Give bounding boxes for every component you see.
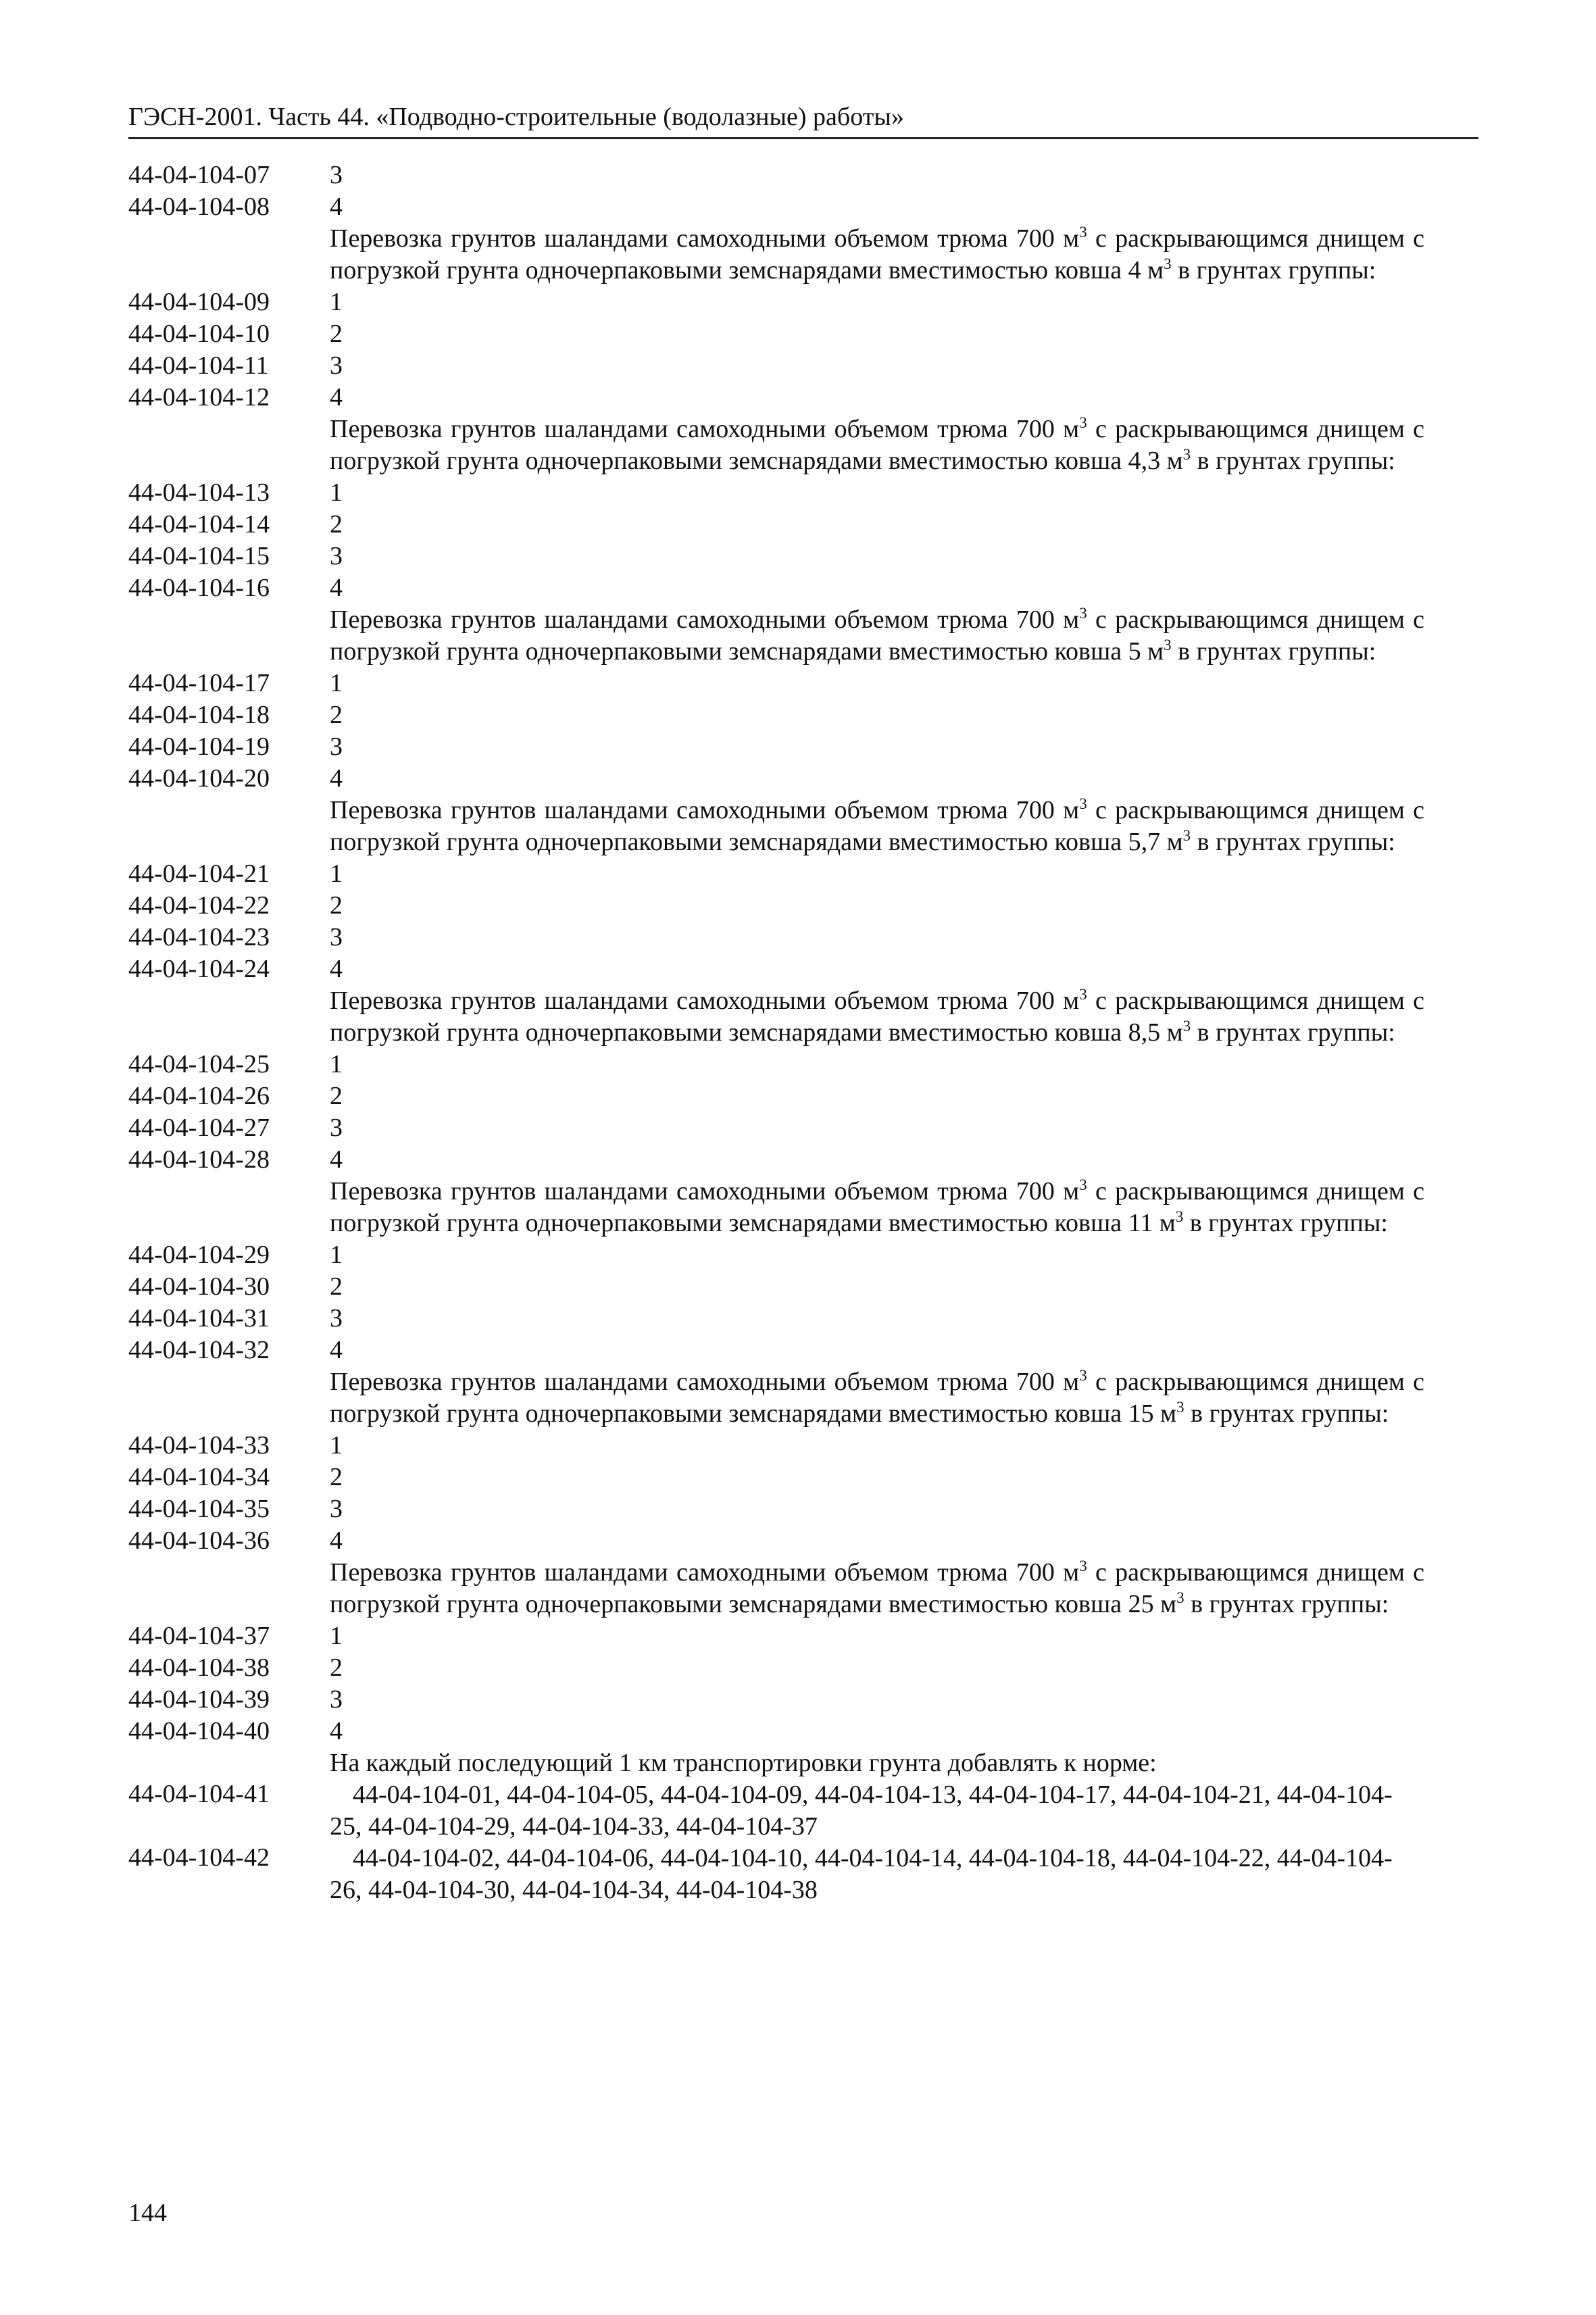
soil-group: 2 bbox=[330, 1272, 343, 1301]
code-row bbox=[128, 1239, 1480, 1271]
norm-code: 44-04-104-09 bbox=[128, 288, 270, 316]
code-row bbox=[128, 1144, 1480, 1176]
superscript: 3 bbox=[1079, 224, 1087, 241]
soil-group: 1 bbox=[330, 288, 343, 316]
superscript: 3 bbox=[1079, 414, 1087, 431]
code-row bbox=[128, 1080, 1480, 1112]
soil-group: 1 bbox=[330, 1622, 343, 1650]
superscript: 3 bbox=[1079, 1558, 1087, 1574]
soil-group: 3 bbox=[330, 1685, 343, 1714]
additional-intro: На каждый последующий 1 км транспортировки грунта добавлять к норме: bbox=[330, 1749, 1157, 1777]
soil-group: 2 bbox=[330, 320, 343, 348]
soil-group: 2 bbox=[330, 1653, 343, 1682]
code-row bbox=[128, 350, 1480, 382]
superscript: 3 bbox=[1079, 1176, 1087, 1193]
header-rule bbox=[128, 137, 1478, 139]
code-row bbox=[128, 890, 1480, 922]
norm-code: 44-04-104-27 bbox=[128, 1114, 270, 1142]
norm-code: 44-04-104-24 bbox=[128, 955, 270, 983]
code-row bbox=[128, 858, 1480, 890]
code-row bbox=[128, 477, 1480, 509]
code-row bbox=[128, 382, 1480, 414]
norm-code: 44-04-104-13 bbox=[128, 478, 270, 507]
section-description: Перевозка грунтов шаландами самоходными объемом трюма 700 $м^3$ с раскрывающимся днищем с погрузкой грунта одночерпаковыми земснарядами вместимостью ковша 4,3 $м^3$ в грунтах группы: bbox=[330, 414, 1424, 475]
superscript: 3 bbox=[1182, 827, 1191, 844]
soil-group: 1 bbox=[330, 669, 343, 697]
soil-group: 3 bbox=[330, 1495, 343, 1523]
soil-group: 2 bbox=[330, 510, 343, 539]
section-description: Перевозка грунтов шаландами самоходными объемом трюма 700 $м^3$ с раскрывающимся днищем с погрузкой грунта одночерпаковыми земснарядами вместимостью ковша 4 $м^3$ в грунтах группы: bbox=[330, 224, 1424, 284]
referenced-norms: 44-04-104-02, 44-04-104-06, 44-04-104-10, 44-04-104-14, 44-04-104-18, 44-04-104-22, 44-04-104-26, 44-04-104-30, 44-04-104-34, 44-04-104-38 bbox=[330, 1844, 1393, 1904]
superscript: 3 bbox=[1182, 446, 1191, 463]
code-row bbox=[128, 1271, 1480, 1303]
soil-group: 4 bbox=[330, 383, 343, 412]
norm-code: 44-04-104-39 bbox=[128, 1685, 270, 1714]
norm-code: 44-04-104-34 bbox=[128, 1463, 270, 1491]
norm-code: 44-04-104-11 bbox=[128, 351, 269, 380]
additional-row bbox=[128, 1843, 1480, 1906]
norm-code: 44-04-104-14 bbox=[128, 510, 270, 539]
norm-code: 44-04-104-40 bbox=[128, 1717, 270, 1745]
code-row bbox=[128, 1335, 1480, 1366]
soil-group: 4 bbox=[330, 764, 343, 793]
section-description: Перевозка грунтов шаландами самоходными объемом трюма 700 $м^3$ с раскрывающимся днищем с погрузкой грунта одночерпаковыми земснарядами вместимостью ковша 25 $м^3$ в грунтах группы: bbox=[330, 1558, 1424, 1618]
code-row bbox=[128, 159, 1480, 191]
soil-group: 4 bbox=[330, 1336, 343, 1364]
page-header: ГЭСН-2001. Часть 44. «Подводно-строительные (водолазные) работы» bbox=[128, 103, 904, 131]
norm-code: 44-04-104-21 bbox=[128, 860, 270, 888]
code-row bbox=[128, 191, 1480, 223]
norm-code: 44-04-104-42 bbox=[128, 1843, 270, 1872]
norm-code: 44-04-104-20 bbox=[128, 764, 270, 793]
additional-row bbox=[128, 1779, 1480, 1843]
soil-group: 2 bbox=[330, 1082, 343, 1110]
norm-code: 44-04-104-08 bbox=[128, 193, 270, 221]
code-row bbox=[128, 1620, 1480, 1652]
code-row bbox=[128, 287, 1480, 318]
norm-code: 44-04-104-10 bbox=[128, 320, 270, 348]
soil-group: 4 bbox=[330, 193, 343, 221]
soil-group: 3 bbox=[330, 1114, 343, 1142]
superscript: 3 bbox=[1079, 986, 1087, 1003]
superscript: 3 bbox=[1079, 795, 1087, 812]
code-row bbox=[128, 1112, 1480, 1144]
soil-group: 3 bbox=[330, 542, 343, 570]
soil-group: 4 bbox=[330, 1145, 343, 1174]
norm-code: 44-04-104-33 bbox=[128, 1431, 270, 1460]
code-row bbox=[128, 1430, 1480, 1462]
norm-code: 44-04-104-32 bbox=[128, 1336, 270, 1364]
soil-group: 3 bbox=[330, 351, 343, 380]
superscript: 3 bbox=[1164, 255, 1172, 272]
page-number: 144 bbox=[128, 2199, 167, 2227]
section-description: Перевозка грунтов шаландами самоходными объемом трюма 700 $м^3$ с раскрывающимся днищем с погрузкой грунта одночерпаковыми земснарядами вместимостью ковша 5,7 $м^3$ в грунтах группы: bbox=[330, 795, 1424, 856]
norm-code: 44-04-104-35 bbox=[128, 1495, 270, 1523]
referenced-norms: 44-04-104-01, 44-04-104-05, 44-04-104-09, 44-04-104-13, 44-04-104-17, 44-04-104-21, 44-04-104-25, 44-04-104-29, 44-04-104-33, 44-04-104-37 bbox=[330, 1781, 1393, 1841]
norm-code: 44-04-104-22 bbox=[128, 891, 270, 920]
soil-group: 4 bbox=[330, 574, 343, 602]
soil-group: 2 bbox=[330, 891, 343, 920]
soil-group: 4 bbox=[330, 1717, 343, 1745]
norm-code: 44-04-104-30 bbox=[128, 1272, 270, 1301]
superscript: 3 bbox=[1164, 637, 1172, 653]
norm-code: 44-04-104-23 bbox=[128, 923, 270, 951]
soil-group: 4 bbox=[330, 1526, 343, 1555]
code-row bbox=[128, 541, 1480, 572]
norm-code: 44-04-104-07 bbox=[128, 161, 270, 189]
superscript: 3 bbox=[1079, 605, 1087, 622]
superscript: 3 bbox=[1079, 1367, 1087, 1384]
section-description: Перевозка грунтов шаландами самоходными объемом трюма 700 $м^3$ с раскрывающимся днищем с погрузкой грунта одночерпаковыми земснарядами вместимостью ковша 15 $м^3$ в грунтах группы: bbox=[330, 1367, 1424, 1428]
code-row bbox=[128, 731, 1480, 763]
soil-group: 2 bbox=[330, 1463, 343, 1491]
section-description: Перевозка грунтов шаландами самоходными объемом трюма 700 $м^3$ с раскрывающимся днищем с погрузкой грунта одночерпаковыми земснарядами вместимостью ковша 8,5 $м^3$ в грунтах группы: bbox=[330, 986, 1424, 1047]
code-row bbox=[128, 1716, 1480, 1747]
code-row bbox=[128, 699, 1480, 731]
norm-code: 44-04-104-18 bbox=[128, 701, 270, 729]
section-description: Перевозка грунтов шаландами самоходными объемом трюма 700 $м^3$ с раскрывающимся днищем с погрузкой грунта одночерпаковыми земснарядами вместимостью ковша 5 $м^3$ в грунтах группы: bbox=[330, 605, 1424, 666]
soil-group: 3 bbox=[330, 732, 343, 761]
soil-group: 2 bbox=[330, 701, 343, 729]
norm-code: 44-04-104-26 bbox=[128, 1082, 270, 1110]
code-row bbox=[128, 763, 1480, 795]
norm-code: 44-04-104-29 bbox=[128, 1241, 270, 1269]
code-row bbox=[128, 1684, 1480, 1716]
norm-code: 44-04-104-28 bbox=[128, 1145, 270, 1174]
code-row bbox=[128, 953, 1480, 985]
norm-code: 44-04-104-38 bbox=[128, 1653, 270, 1682]
code-row bbox=[128, 318, 1480, 350]
norm-code: 44-04-104-37 bbox=[128, 1622, 270, 1650]
norm-code: 44-04-104-31 bbox=[128, 1304, 270, 1333]
superscript: 3 bbox=[1175, 1208, 1184, 1225]
code-row bbox=[128, 1652, 1480, 1684]
code-row bbox=[128, 509, 1480, 541]
norm-list bbox=[128, 159, 1480, 1906]
norm-code: 44-04-104-36 bbox=[128, 1526, 270, 1555]
superscript: 3 bbox=[1176, 1399, 1184, 1416]
soil-group: 1 bbox=[330, 1241, 343, 1269]
soil-group: 4 bbox=[330, 955, 343, 983]
code-row bbox=[128, 1462, 1480, 1493]
norm-code: 44-04-104-41 bbox=[128, 1780, 270, 1808]
soil-group: 3 bbox=[330, 1304, 343, 1333]
norm-code: 44-04-104-19 bbox=[128, 732, 270, 761]
soil-group: 1 bbox=[330, 1431, 343, 1460]
code-row bbox=[128, 1493, 1480, 1525]
soil-group: 3 bbox=[330, 161, 343, 189]
soil-group: 3 bbox=[330, 923, 343, 951]
superscript: 3 bbox=[1182, 1018, 1191, 1035]
code-row bbox=[128, 1049, 1480, 1080]
soil-group: 1 bbox=[330, 860, 343, 888]
code-row bbox=[128, 572, 1480, 604]
soil-group: 1 bbox=[330, 1050, 343, 1078]
code-row bbox=[128, 1303, 1480, 1335]
norm-code: 44-04-104-25 bbox=[128, 1050, 270, 1078]
code-row bbox=[128, 922, 1480, 953]
soil-group: 1 bbox=[330, 478, 343, 507]
norm-code: 44-04-104-17 bbox=[128, 669, 270, 697]
superscript: 3 bbox=[1176, 1589, 1184, 1606]
norm-code: 44-04-104-16 bbox=[128, 574, 270, 602]
code-row bbox=[128, 668, 1480, 699]
section-description: Перевозка грунтов шаландами самоходными объемом трюма 700 $м^3$ с раскрывающимся днищем с погрузкой грунта одночерпаковыми земснарядами вместимостью ковша 11 $м^3$ в грунтах группы: bbox=[330, 1176, 1424, 1237]
code-row bbox=[128, 1525, 1480, 1557]
norm-code: 44-04-104-15 bbox=[128, 542, 270, 570]
norm-code: 44-04-104-12 bbox=[128, 383, 270, 412]
